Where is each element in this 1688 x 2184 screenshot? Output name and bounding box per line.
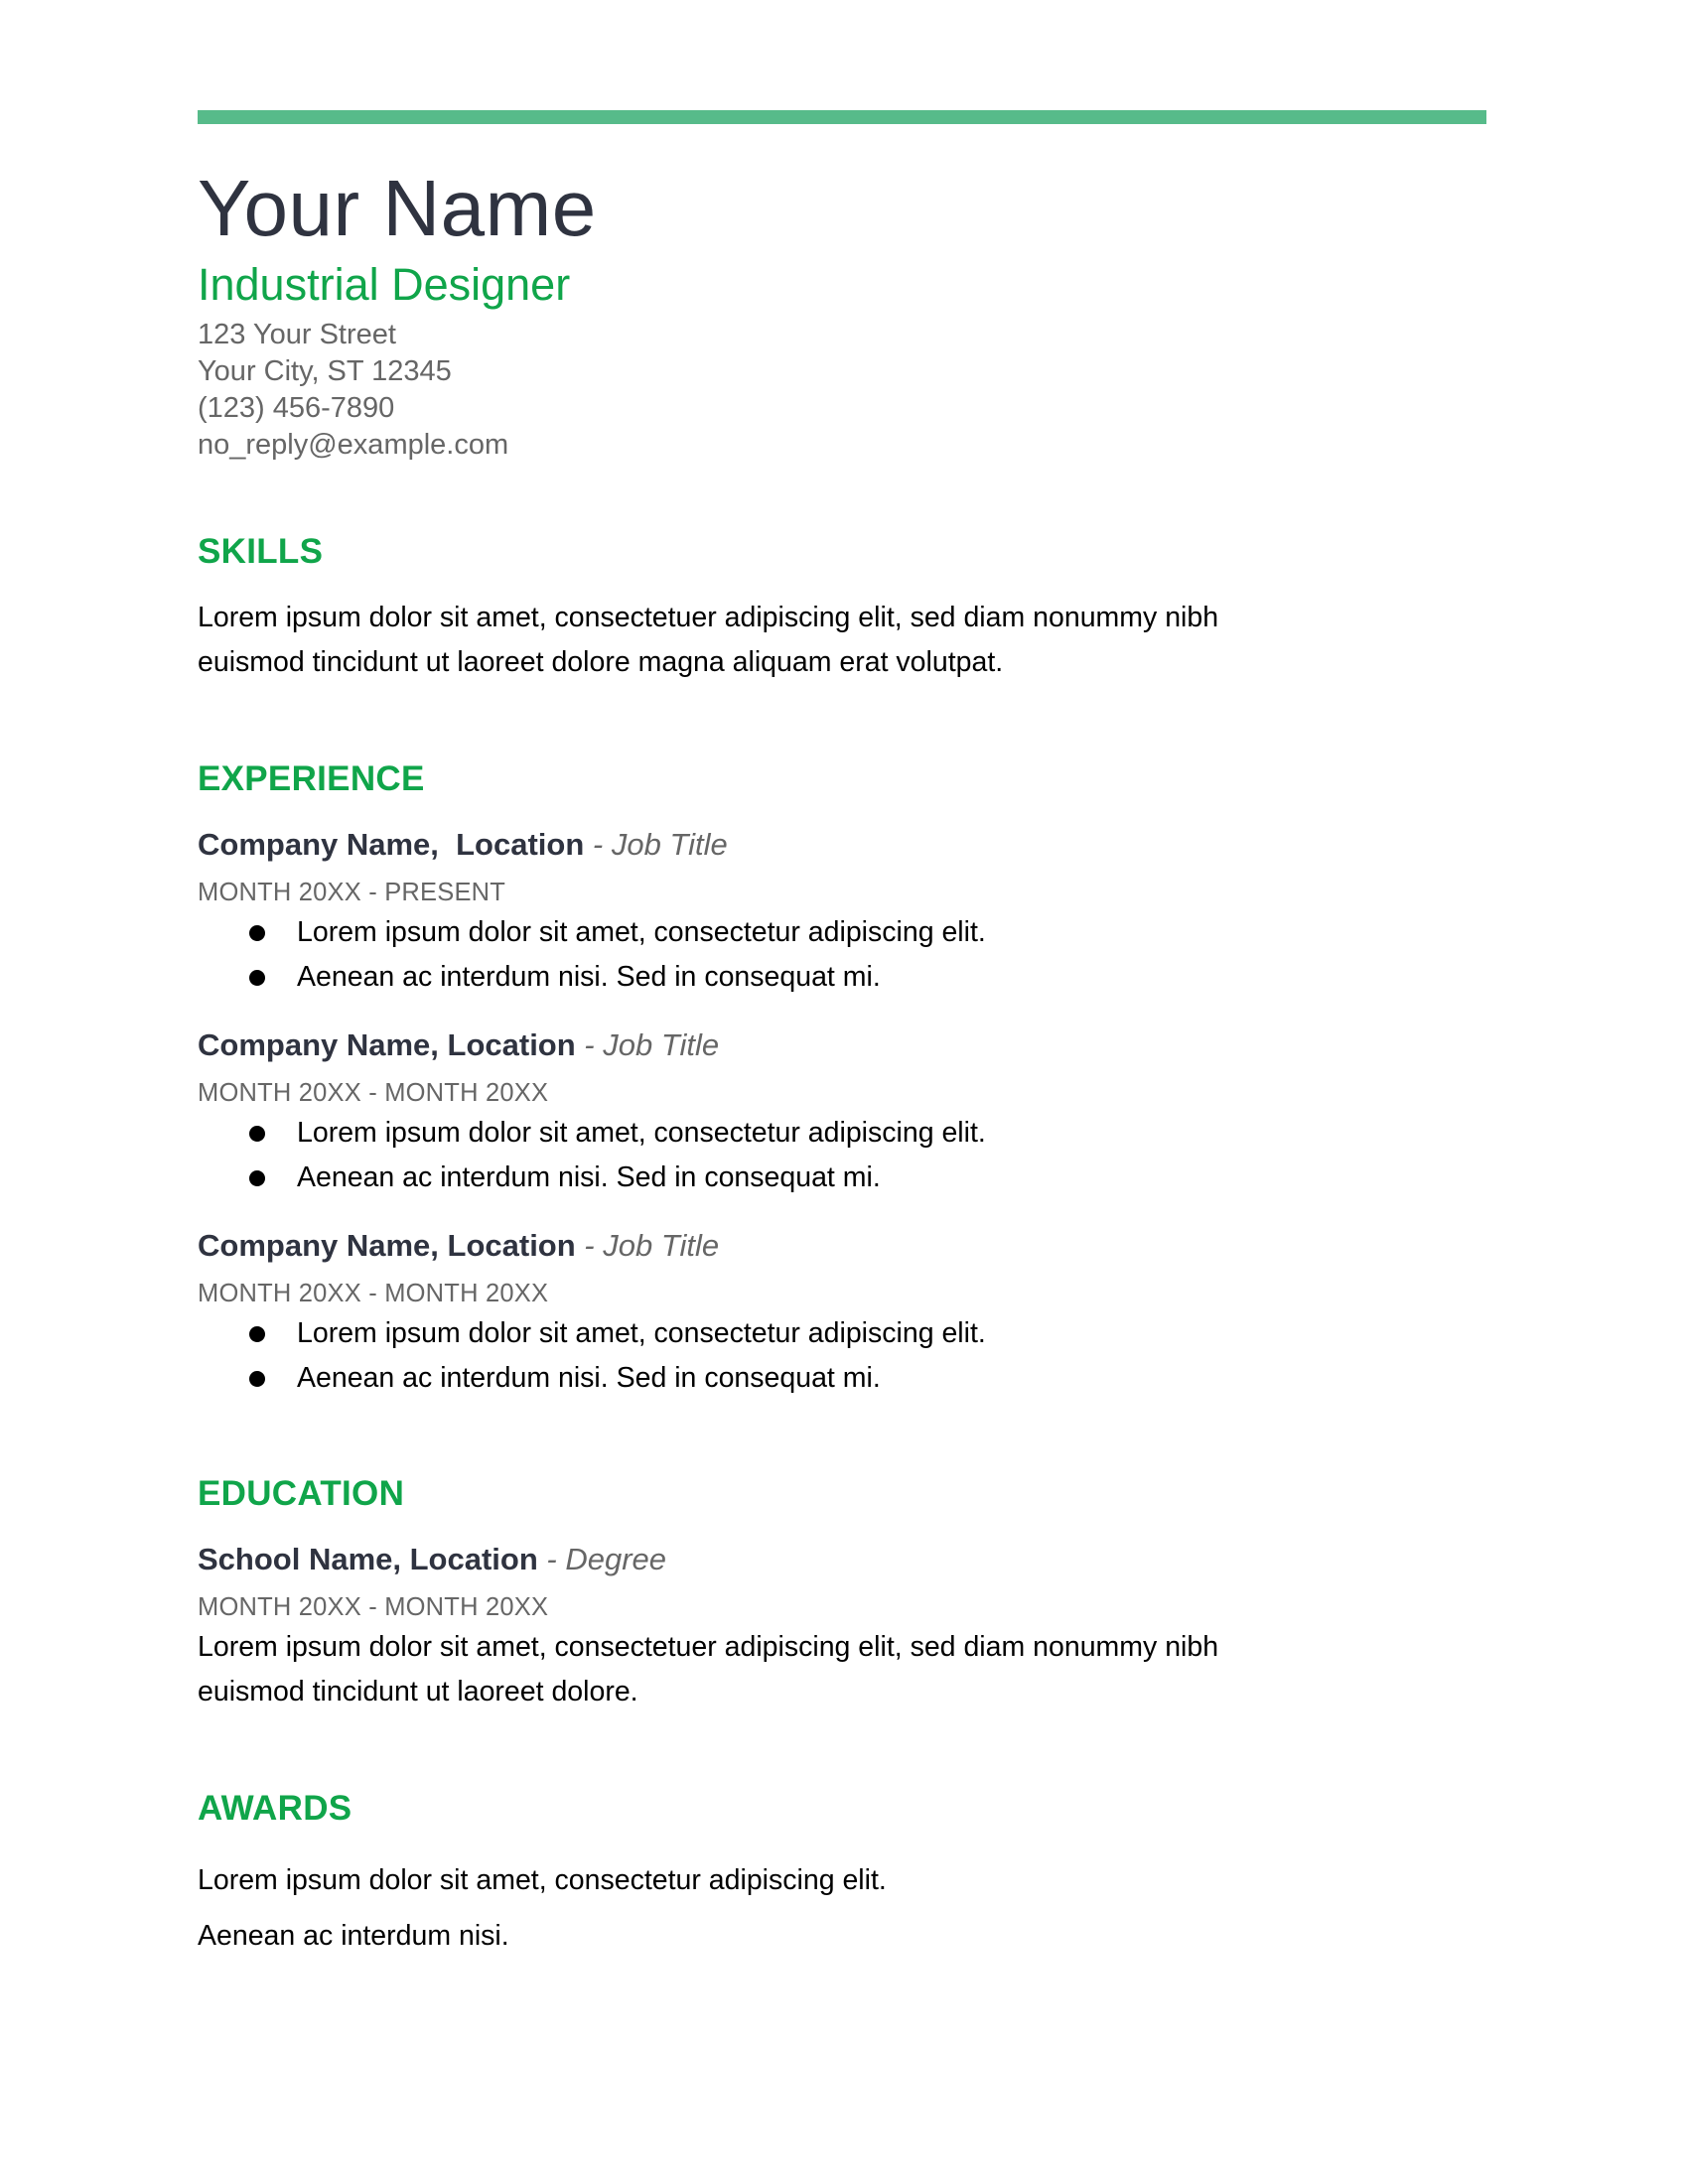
contact-city: Your City, ST 12345 [198, 355, 452, 387]
list-item [198, 1311, 1486, 1356]
experience-section [198, 757, 1486, 1401]
list-item [198, 910, 1486, 955]
list-item [198, 1356, 1486, 1401]
skills-section [198, 530, 1486, 685]
job-header [198, 1025, 1486, 1065]
candidate-title: Industrial Designer [198, 259, 571, 310]
bullet-dot-icon [249, 1170, 265, 1186]
awards-list [198, 1852, 1486, 1964]
list-item [198, 955, 1486, 1000]
bullet-text: Lorem ipsum dolor sit amet, consectetur adipiscing elit. [297, 1317, 986, 1349]
bullet-dot-icon [249, 1326, 265, 1342]
bullet-dot-icon [249, 970, 265, 986]
bullet-text: Lorem ipsum dolor sit amet, consectetur adipiscing elit. [297, 1117, 986, 1149]
job-company: Company Name, Location [198, 827, 585, 862]
contact-phone: (123) 456-7890 [198, 392, 395, 424]
job-header [198, 1226, 1486, 1266]
bullet-text: Aenean ac interdum nisi. Sed in consequat mi. [297, 961, 881, 993]
job-role: - Job Title [575, 1228, 720, 1263]
education-section [198, 1472, 1486, 1714]
job-role: - Job Title [575, 1027, 720, 1062]
job-bullets [198, 1111, 1486, 1200]
contact-street: 123 Your Street [198, 319, 396, 350]
award-line: Aenean ac interdum nisi. [198, 1920, 509, 1952]
list-item [198, 1111, 1486, 1156]
job-dates: MONTH 20XX - MONTH 20XX [198, 1079, 549, 1107]
experience-heading: EXPERIENCE [198, 759, 425, 798]
education-dates: MONTH 20XX - MONTH 20XX [198, 1593, 549, 1621]
bullet-dot-icon [249, 925, 265, 941]
bullet-dot-icon [249, 1126, 265, 1142]
education-header [198, 1540, 1486, 1579]
awards-heading: AWARDS [198, 1789, 352, 1828]
skills-heading: SKILLS [198, 532, 324, 571]
job-header [198, 825, 1486, 865]
contact-email: no_reply@example.com [198, 429, 509, 461]
list-item [198, 1156, 1486, 1200]
education-text: Lorem ipsum dolor sit amet, consectetuer adipiscing elit, sed diam nonummy nibh euismod tincidunt ut laoreet dolore. [198, 1631, 1219, 1707]
job-dates: MONTH 20XX - MONTH 20XX [198, 1280, 549, 1307]
candidate-name: Your Name [198, 164, 597, 252]
resume-page [198, 110, 1486, 1964]
job-role: - Job Title [584, 827, 728, 862]
job-entry [198, 1025, 1486, 1200]
job-bullets [198, 1311, 1486, 1401]
job-entry [198, 1226, 1486, 1401]
job-bullets [198, 910, 1486, 1000]
skills-text: Lorem ipsum dolor sit amet, consectetuer adipiscing elit, sed diam nonummy nibh euismod tincidunt ut laoreet dolore magna aliquam erat volutpat. [198, 602, 1219, 678]
education-heading: EDUCATION [198, 1474, 405, 1513]
job-entry [198, 825, 1486, 1000]
degree: - Degree [537, 1542, 667, 1576]
bullet-text: Aenean ac interdum nisi. Sed in consequat mi. [297, 1161, 881, 1193]
contact-block [198, 317, 1486, 464]
bullet-text: Aenean ac interdum nisi. Sed in consequat mi. [297, 1362, 881, 1394]
job-dates: MONTH 20XX - PRESENT [198, 879, 506, 906]
award-line: Lorem ipsum dolor sit amet, consectetur adipiscing elit. [198, 1864, 887, 1896]
job-company: Company Name, Location [198, 1228, 576, 1263]
education-entry [198, 1540, 1486, 1714]
job-company: Company Name, Location [198, 1027, 576, 1062]
school-name: School Name, Location [198, 1542, 538, 1576]
bullet-text: Lorem ipsum dolor sit amet, consectetur adipiscing elit. [297, 916, 986, 948]
awards-section [198, 1787, 1486, 1964]
top-accent-rule [198, 110, 1486, 124]
bullet-dot-icon [249, 1371, 265, 1387]
